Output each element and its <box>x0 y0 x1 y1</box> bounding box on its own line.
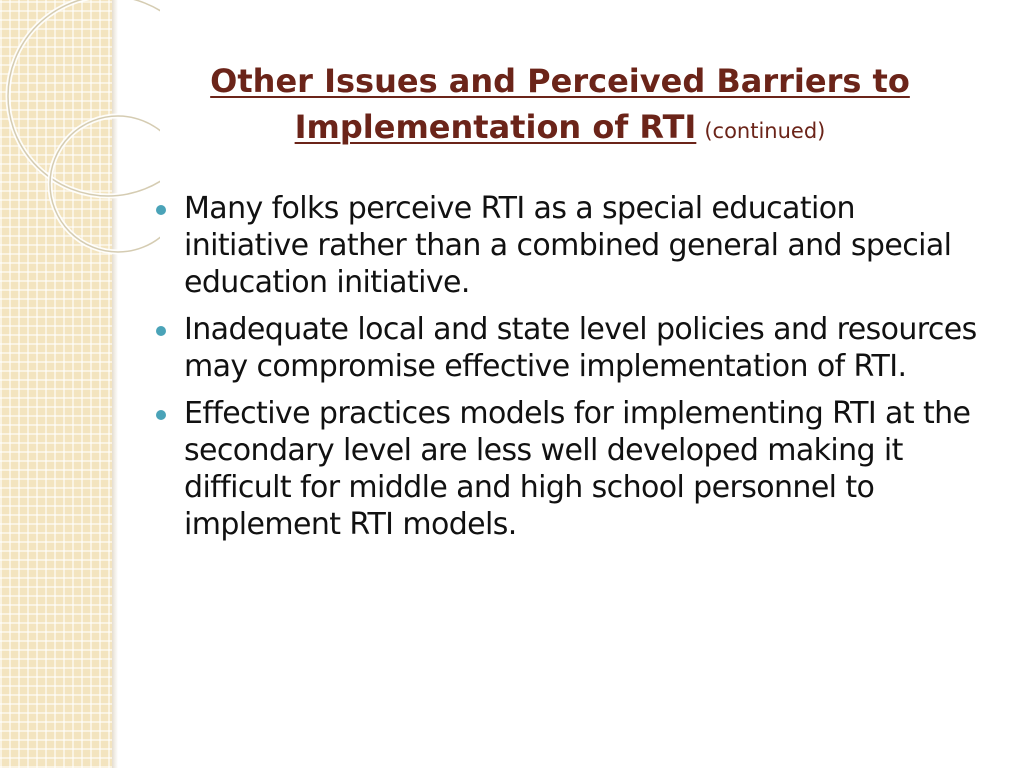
bullet-item <box>150 311 980 385</box>
bullet-list <box>150 190 980 553</box>
title-continued: (continued) <box>704 119 826 143</box>
bullet-dot-icon <box>156 326 166 336</box>
bullet-text: Effective practices models for implementing RTI at the secondary level are less well developed making it difficult for middle and high school personnel to implement RTI models. <box>184 396 971 542</box>
title-line-2: Implementation of RTI <box>294 108 697 146</box>
bullet-text: Many folks perceive RTI as a special education initiative rather than a combined general and special education initiative. <box>184 191 952 300</box>
bullet-item <box>150 395 980 543</box>
bullet-dot-icon <box>156 410 166 420</box>
bullet-text: Inadequate local and state level policies and resources may compromise effective implementation of RTI. <box>184 312 977 384</box>
title-line-2-wrap <box>140 104 980 150</box>
title-line-1: Other Issues and Perceived Barriers to <box>210 62 910 100</box>
slide-title <box>140 58 980 150</box>
decorative-circles <box>0 0 160 280</box>
bullet-dot-icon <box>156 205 166 215</box>
bullet-item <box>150 190 980 301</box>
